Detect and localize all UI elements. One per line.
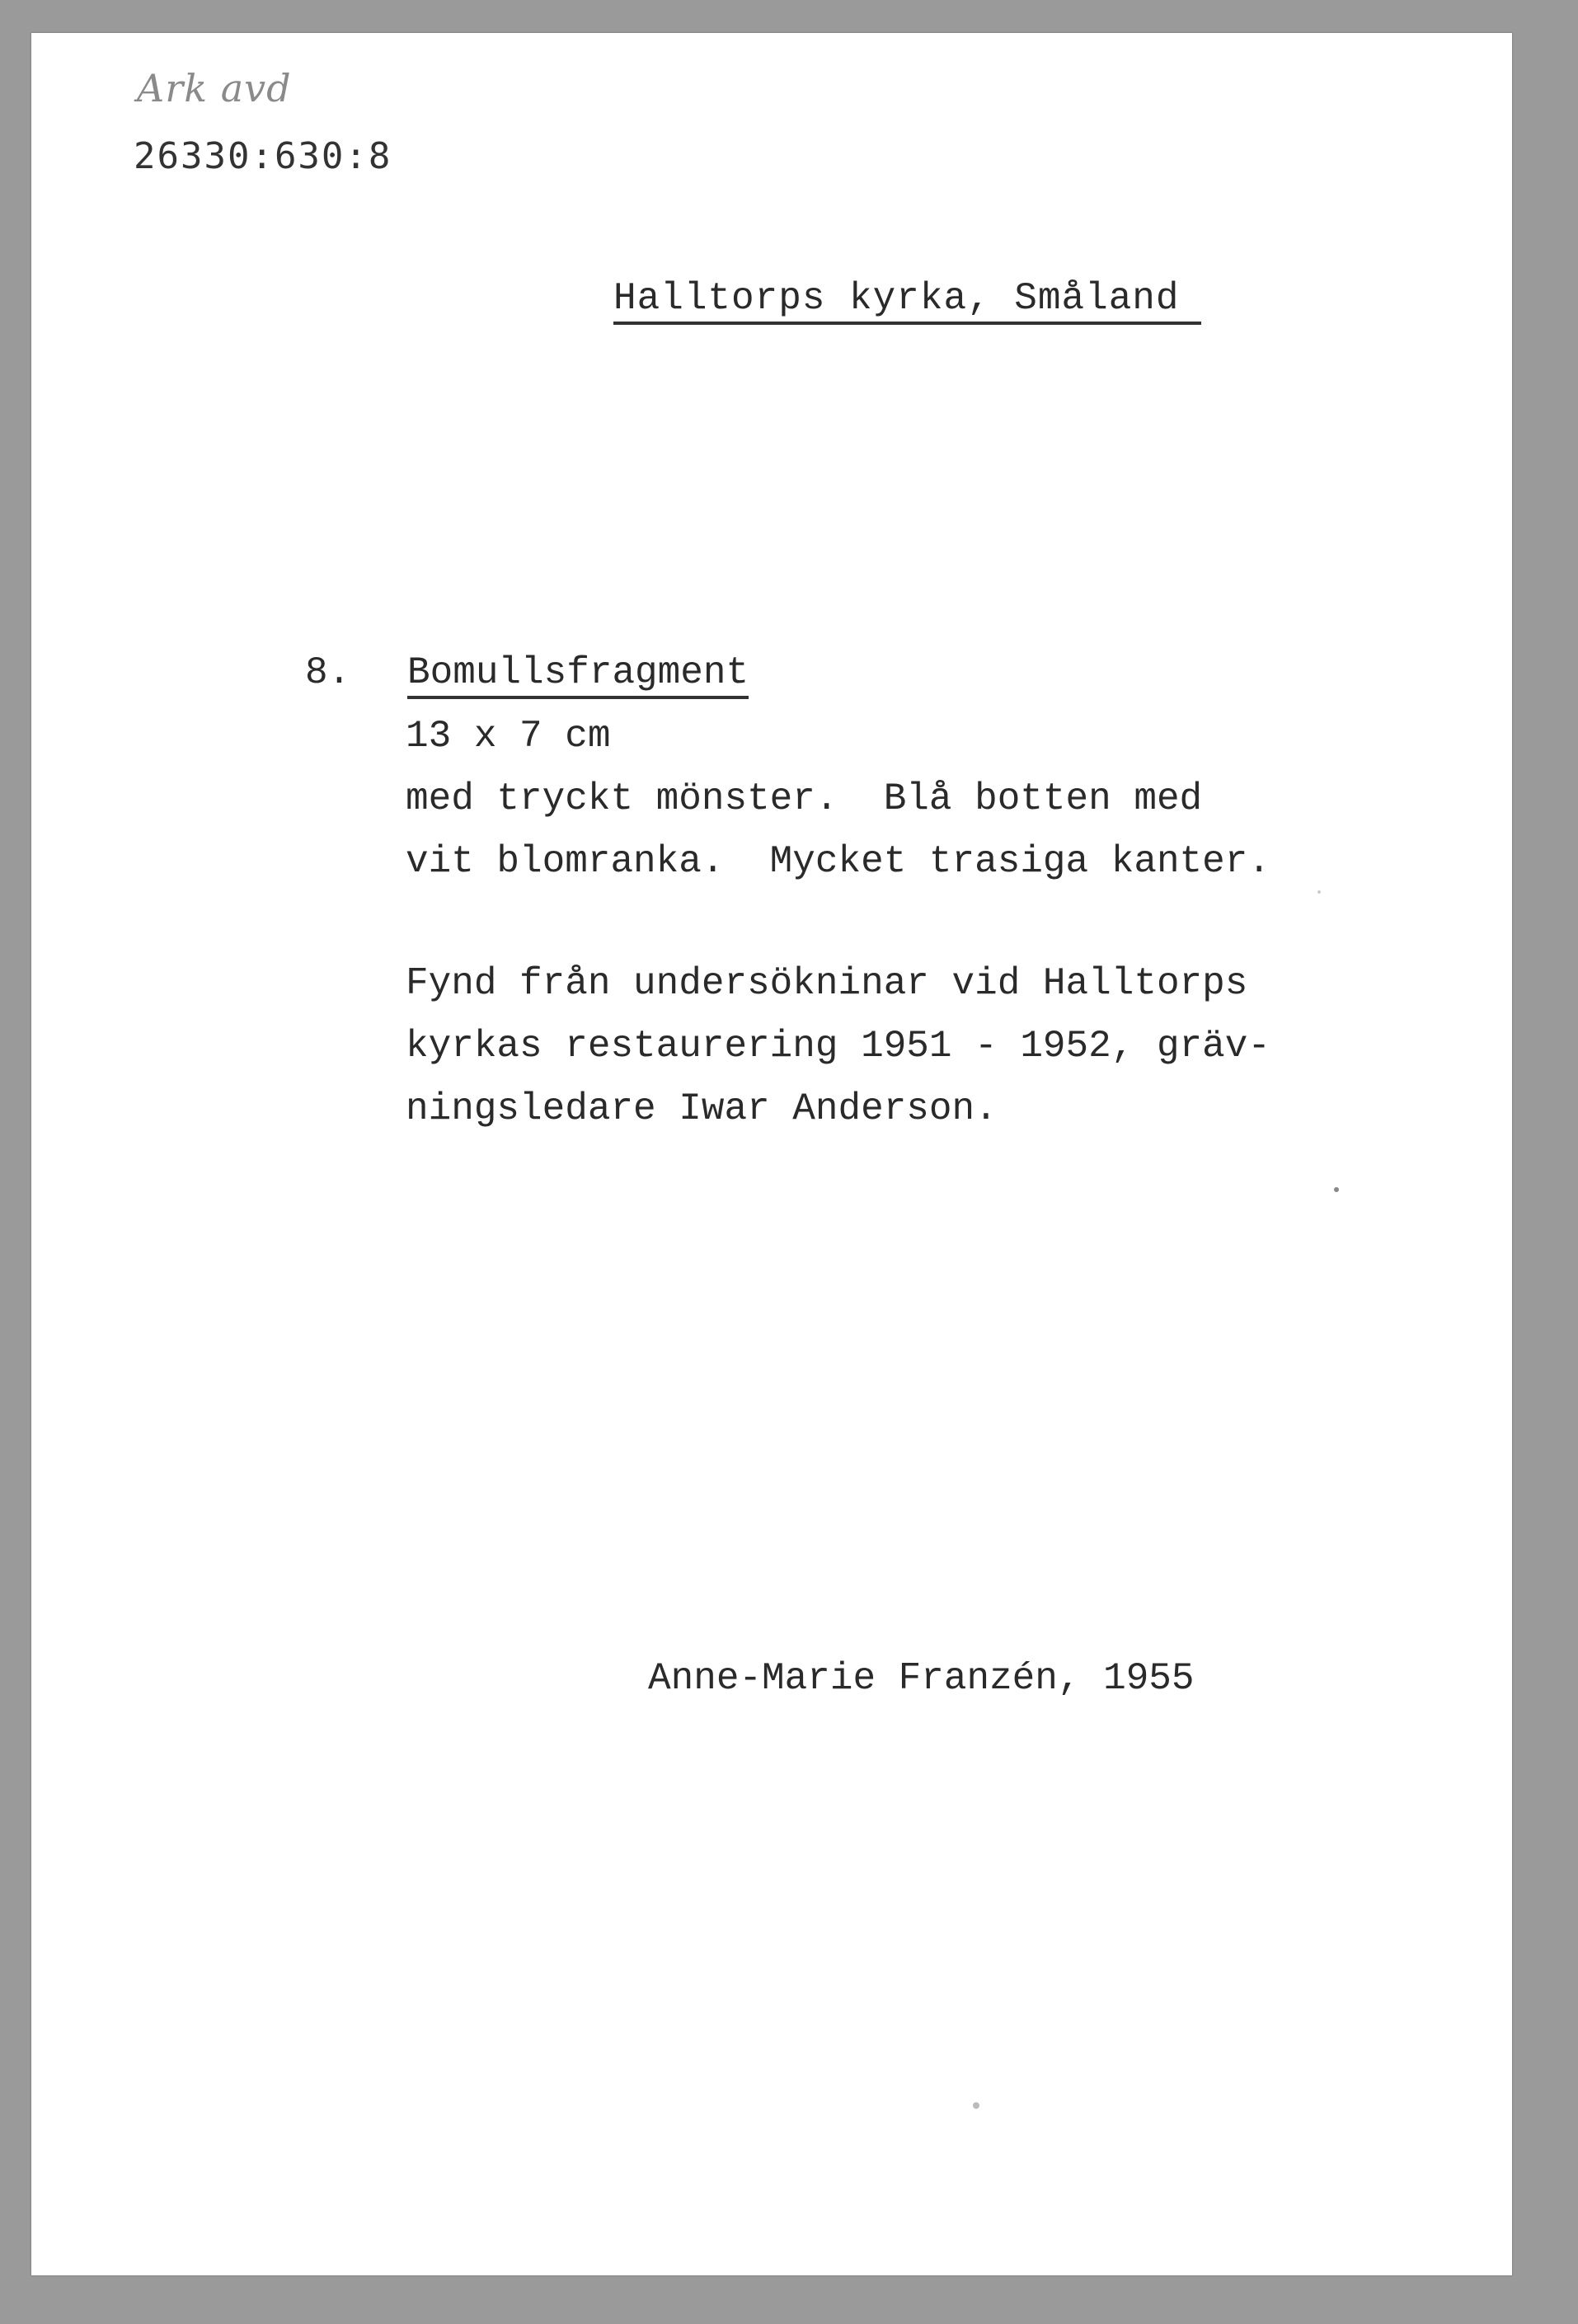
card-title: Halltorps kyrka, Småland	[613, 277, 1201, 325]
item-dimensions: 13 x 7 cm	[406, 715, 611, 758]
archive-card	[31, 33, 1512, 2275]
item-number: 8.	[305, 651, 351, 694]
paper-speck	[1334, 1187, 1339, 1192]
find-line-3: ningsledare Iwar Anderson.	[406, 1087, 998, 1130]
description-line-1: med tryckt mönster. Blå botten med	[406, 777, 1203, 820]
paper-speck	[1317, 890, 1321, 894]
find-line-2: kyrkas restaurering 1951 - 1952, gräv-	[406, 1025, 1270, 1068]
description-line-2: vit blomranka. Mycket trasiga kanter.	[406, 840, 1270, 883]
item-name: Bomullsfragment	[407, 651, 749, 699]
find-line-1: Fynd från undersökninar vid Halltorps	[406, 962, 1248, 1005]
paper-speck	[973, 2102, 979, 2109]
signature: Anne-Marie Franzén, 1955	[648, 1657, 1195, 1700]
accession-number: 26330:630:8	[134, 135, 392, 177]
handwritten-note: Ark avd	[137, 66, 292, 110]
